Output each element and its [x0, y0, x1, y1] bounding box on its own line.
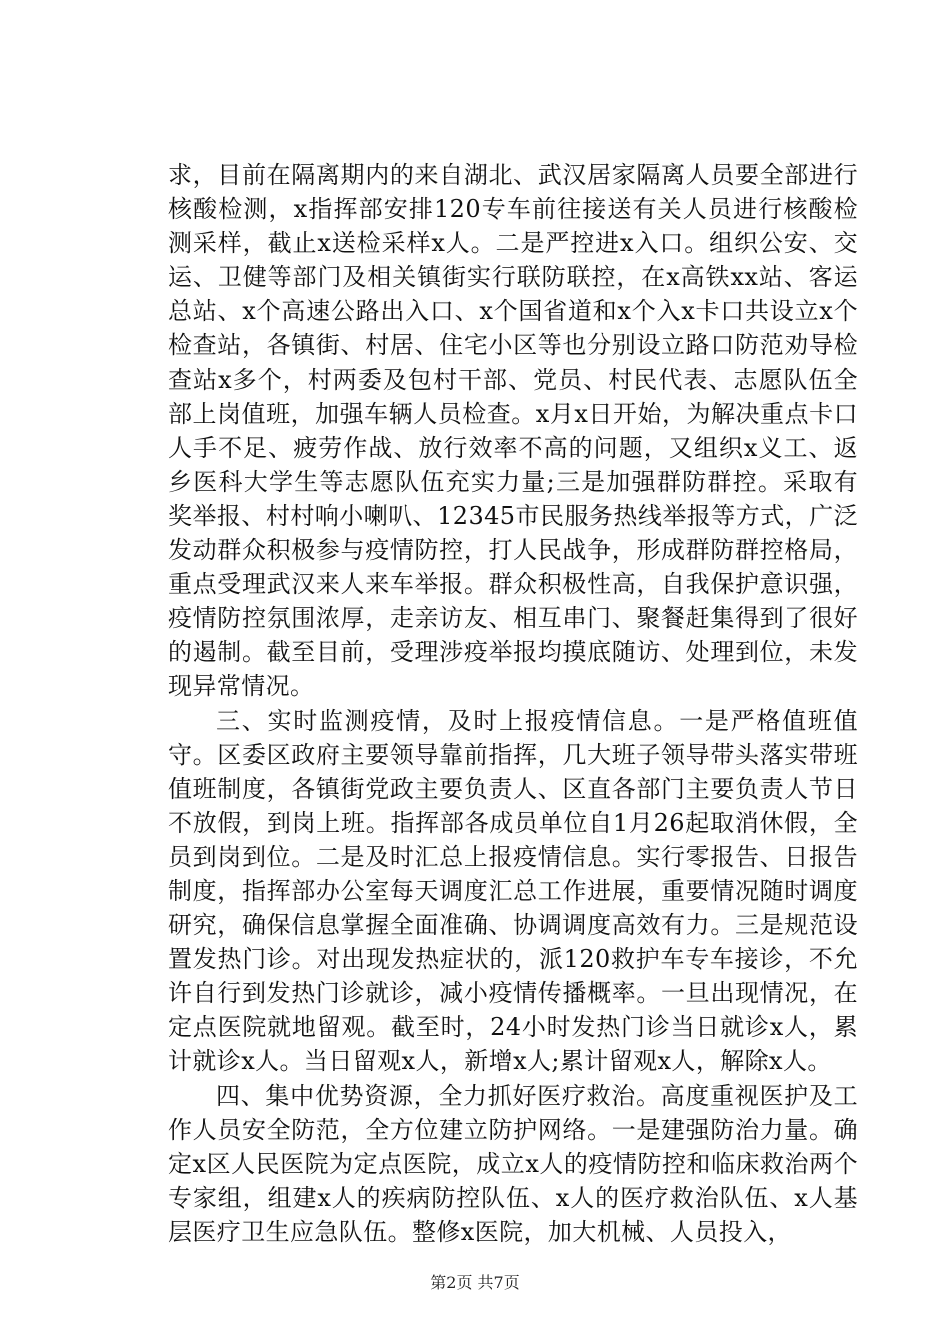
page-number-footer: 第2页 共7页 [430, 1273, 520, 1292]
document-body [168, 158, 858, 1249]
paragraph-section-four: 四、集中优势资源，全力抓好医疗救治。高度重视医护及工作人员安全防范，全方位建立防护网络。一是建强防治力量。确定x区人民医院为定点医院，成立x人的疫情防控和临床救治两个专家组，组建x人的疾病防控队伍、x人的医疗救治队伍、x人基层医疗卫生应急队伍。整修x医院，加大机械、人员投入， [168, 1081, 858, 1246]
paragraph-continuation: 求，目前在隔离期内的来自湖北、武汉居家隔离人员要全部进行核酸检测，x指挥部安排120专车前往接送有关人员进行核酸检测采样，截止x送检采样x人。二是严控进x入口。组织公安、交运、卫健等部门及相关镇街实行联防联控，在x高铁xx站、客运总站、x个高速公路出入口、x个国省道和x个入x卡口共设立x个检查站，各镇街、村居、住宅小区等也分别设立路口防范劝导检查站x多个，村两委及包村干部、党员、村民代表、志愿队伍全部上岗值班，加强车辆人员检查。x月x日开始，为解决重点卡口人手不足、疲劳作战、放行效率不高的问题，又组织x义工、返乡医科大学生等志愿队伍充实力量;三是加强群防群控。采取有奖举报、村村响小喇叭、12345市民服务热线举报等方式，广泛发动群众积极参与疫情防控，打人民战争，形成群防群控格局，重点受理武汉来人来车举报。群众积极性高，自我保护意识强，疫情防控氛围浓厚，走亲访友、相互串门、聚餐赶集得到了很好的遏制。截至目前，受理涉疫举报均摸底随访、处理到位，未发现异常情况。 [168, 161, 858, 701]
paragraph-section-three: 三、实时监测疫情，及时上报疫情信息。一是严格值班值守。区委区政府主要领导靠前指挥，几大班子领导带头落实带班值班制度，各镇街党政主要负责人、区直各部门主要负责人节日不放假，到岗上班。指挥部各成员单位自1月26起取消休假，全员到岗到位。二是及时汇总上报疫情信息。实行零报告、日报告制度，指挥部办公室每天调度汇总工作进展，重要情况随时调度研究，确保信息掌握全面准确、协调调度高效有力。三是规范设置发热门诊。对出现发热症状的，派120救护车专车接诊，不允许自行到发热门诊就诊，减小疫情传播概率。一旦出现情况，在定点医院就地留观。截至时，24小时发热门诊当日就诊x人，累计就诊x人。当日留观x人，新增x人;累计留观x人，解除x人。 [168, 706, 858, 1076]
